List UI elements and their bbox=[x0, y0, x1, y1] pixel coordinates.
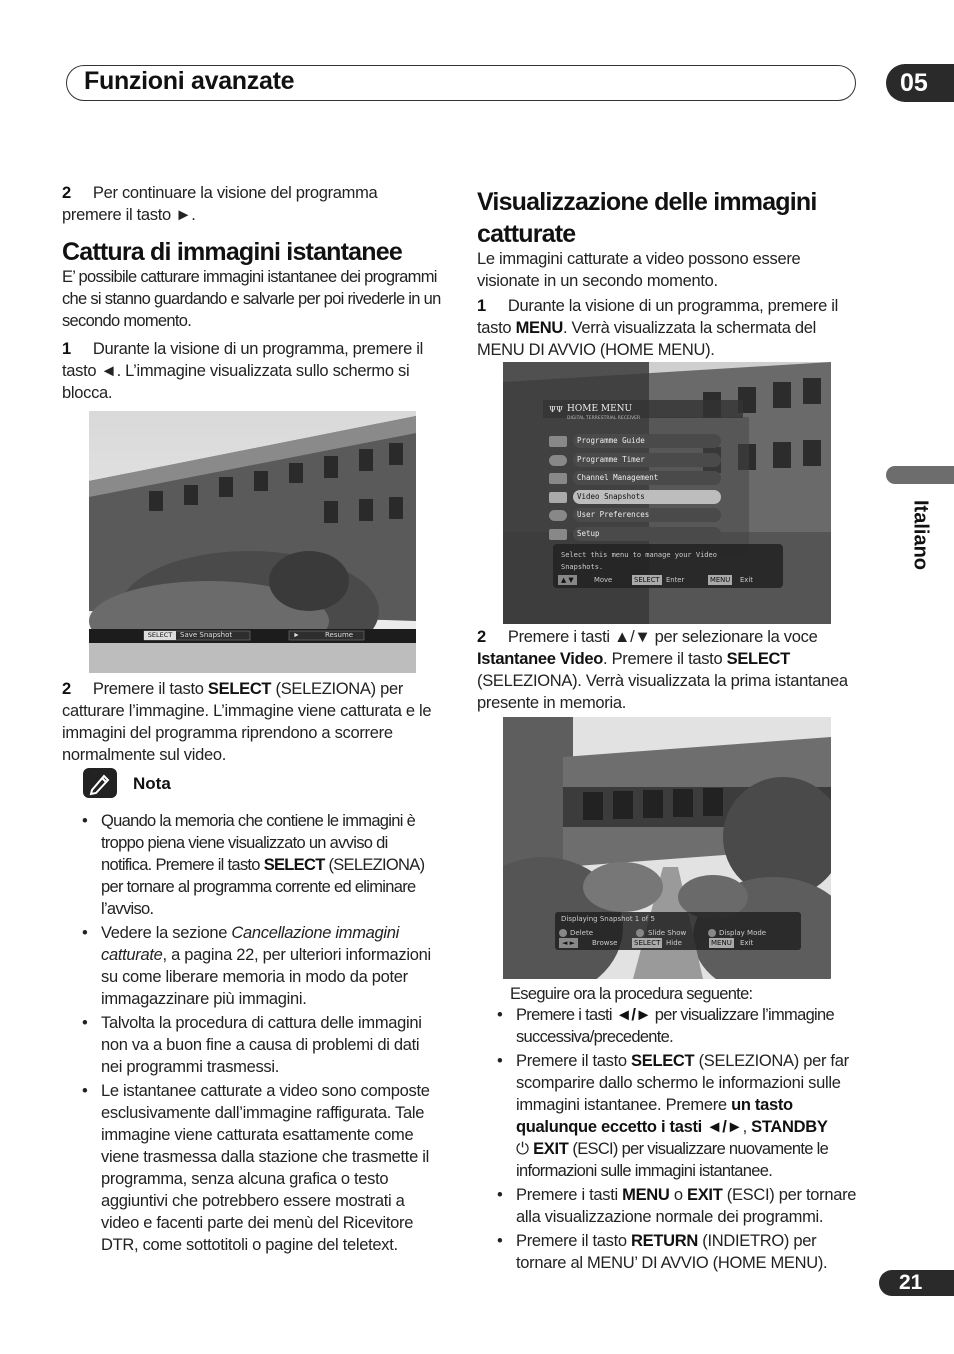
osd-select-button: SELECT bbox=[144, 631, 176, 640]
language-label: Italiano bbox=[909, 499, 932, 571]
menu-item-label: Channel Management bbox=[573, 471, 721, 485]
note-text: (SELEZIONA) per tornare al programma corrente ed eliminare l’avviso. bbox=[101, 856, 425, 918]
key-menu: MENU bbox=[622, 1186, 670, 1204]
note-item: • Talvolta la procedura di cattura delle immagini non va a buon fine a causa di problemi di dati nei programmi trasmessi. bbox=[101, 1012, 441, 1078]
step-number: 2 bbox=[477, 628, 486, 646]
key-select: SELECT bbox=[207, 680, 272, 698]
key-select: SELECT bbox=[263, 856, 325, 874]
view-step-2 bbox=[477, 626, 857, 714]
footer-enter-label: Enter bbox=[666, 576, 685, 584]
cross-reference: Cancellazione immagini catturate bbox=[101, 924, 400, 964]
note-text: , a pagina 22, per ulteriori informazioni su come liberare memoria in modo da poter immagazzinare più immagini. bbox=[101, 946, 431, 1008]
note-title: Nota bbox=[133, 774, 171, 793]
menu-item-user-preferences[interactable] bbox=[549, 507, 721, 526]
step-text: . Premere il tasto bbox=[603, 650, 727, 668]
nav-left-right-icon: ◄ ► bbox=[559, 938, 578, 948]
step-text: Durante la visione di un programma, premere il tasto bbox=[477, 297, 838, 337]
menu-item-channel-management[interactable] bbox=[549, 470, 721, 489]
chapter-badge: 05 bbox=[886, 64, 954, 102]
snapshot-osd-title: Displaying Snapshot 1 of 5 bbox=[561, 915, 655, 923]
menu-item-programme-timer[interactable] bbox=[549, 452, 721, 471]
note-list bbox=[101, 810, 441, 1256]
capture-intro: E’ possibile catturare immagini istantanee dei programmi che si stanno guardando e salvarle per poi rivederle in un secondo momento. bbox=[62, 268, 441, 330]
menu-item-video-snapshots[interactable] bbox=[549, 489, 721, 508]
menu-item-programme-guide[interactable] bbox=[549, 433, 721, 452]
step-text: (SELEZIONA) per catturare l’immagine. L’immagine viene catturata e le immagini del programma riprendono a scorrere normalmente sul video. bbox=[62, 680, 432, 764]
capture-step-2 bbox=[62, 678, 438, 766]
key-istantanee-video: Istantanee Video bbox=[477, 650, 604, 668]
home-menu-subtitle: DIGITAL TERRESTRIAL RECEIVER bbox=[567, 416, 641, 421]
home-menu-list bbox=[549, 433, 721, 544]
footer-exit-label: Exit bbox=[740, 576, 753, 584]
menu-item-label: User Preferences bbox=[573, 508, 721, 522]
home-menu-title: HOME MENU bbox=[567, 404, 633, 414]
nav-arrows-icon: ▲ ▼ bbox=[558, 575, 577, 585]
osd-menu-button: MENU bbox=[711, 939, 732, 947]
step-text: Premere i tasti ▲/▼ per selezionare la voce bbox=[507, 628, 818, 646]
red-button-icon bbox=[559, 929, 567, 937]
procedure-intro: Eseguire ora la procedura seguente: bbox=[510, 985, 753, 1003]
footer-select-button: SELECT bbox=[634, 576, 660, 584]
snapshot-osd-row1 bbox=[559, 928, 799, 938]
procedure-text: (ESCI) per tornare alla visualizzazione normale dei programmi. bbox=[516, 1186, 857, 1226]
menu-item-label: Setup bbox=[573, 527, 721, 541]
section-title-view: Visualizzazione delle immagini catturate bbox=[477, 188, 817, 248]
procedure-text: (INDIETRO) per tornare al MENU’ DI AVVIO (HOME MENU). bbox=[516, 1232, 828, 1272]
procedure-text: Premere i tasti bbox=[516, 1006, 616, 1024]
capture-step-1 bbox=[62, 338, 438, 404]
procedure-item bbox=[516, 1050, 858, 1182]
step-text: . Verrà visualizzata la schermata del MENU DI AVVIO (HOME MENU). bbox=[477, 319, 816, 359]
key-exit: EXIT bbox=[533, 1140, 569, 1158]
key-standby: STANDBY bbox=[751, 1118, 828, 1136]
step-2-continue bbox=[62, 182, 422, 226]
key-select: SELECT bbox=[631, 1052, 695, 1070]
procedure-item bbox=[516, 1004, 858, 1048]
osd-select-button: SELECT bbox=[634, 939, 661, 947]
note-item bbox=[101, 922, 441, 1010]
snapshot-screen bbox=[503, 717, 831, 979]
osd-save-snapshot-label: Save Snapshot bbox=[180, 631, 233, 639]
key-left-right: ◄/► bbox=[615, 1006, 651, 1024]
key-any-except-arrows: un tasto qualunque eccetto i tasti ◄/► bbox=[516, 1096, 793, 1136]
screen-capture-photo bbox=[89, 411, 416, 673]
user-preferences-icon bbox=[549, 510, 567, 521]
footer-menu-button: MENU bbox=[710, 576, 731, 584]
key-select: SELECT bbox=[726, 650, 790, 668]
channel-management-icon bbox=[549, 473, 567, 484]
language-tab bbox=[905, 490, 935, 580]
yellow-button-icon bbox=[708, 929, 716, 937]
step-text: Durante la visione di un programma, premere il tasto ◄. L’immagine visualizzata sullo schermo si blocca. bbox=[62, 340, 423, 402]
procedure-text: o bbox=[669, 1186, 687, 1204]
footer-move-label: Move bbox=[594, 576, 613, 584]
procedure-text: (ESCI) per visualizzare nuovamente le informazioni sulle immagini istantanee. bbox=[516, 1140, 829, 1180]
home-menu-footer bbox=[558, 575, 786, 585]
step-text: Premere il tasto bbox=[92, 680, 208, 698]
procedure-text: per visualizzare l’immagine successiva/precedente. bbox=[516, 1006, 834, 1046]
language-tab-marker bbox=[886, 466, 954, 484]
green-button-icon bbox=[636, 929, 644, 937]
home-menu-help: Select this menu to manage your Video Snapshots. bbox=[561, 551, 717, 571]
osd-exit-label: Exit bbox=[740, 939, 754, 947]
home-menu-screen bbox=[503, 362, 831, 624]
note-text: Vedere la sezione bbox=[101, 924, 232, 942]
osd-delete-label: Delete bbox=[570, 929, 593, 937]
osd-play-icon: ► bbox=[293, 632, 300, 639]
procedure-text: Premere il tasto bbox=[516, 1052, 632, 1070]
menu-item-label-selected: Video Snapshots bbox=[573, 490, 721, 504]
step-text: Per continuare la visione del programma premere il tasto ►. bbox=[62, 184, 378, 224]
procedure-text: Premere i tasti bbox=[516, 1186, 623, 1204]
osd-hide-label: Hide bbox=[666, 939, 682, 947]
step-number: 2 bbox=[62, 184, 71, 202]
key-menu: MENU bbox=[515, 319, 563, 337]
note-item bbox=[101, 810, 441, 920]
setup-icon bbox=[549, 529, 567, 540]
procedure-text: (SELEZIONA) per far scomparire dallo schermo le informazioni sulle immagini istantanee. Premere bbox=[516, 1052, 849, 1114]
menu-item-label: Programme Guide bbox=[573, 434, 721, 448]
note-item: • Le istantanee catturate a video sono composte esclusivamente dall’immagine raffigurata. Tale immagine viene catturata esattamente come viene trasmessa dalla stazione che trasmette il programma, senza alcuna grafica o testo aggiuntivi che potrebbero essere mostrati a video e facenti parte dei menù del Ricevitore DTR, come sottotitoli o pagine del teletext. bbox=[101, 1080, 441, 1256]
power-icon: ⏻ bbox=[516, 1140, 529, 1158]
menu-item-label: Programme Timer bbox=[573, 453, 721, 467]
programme-guide-icon bbox=[549, 436, 567, 447]
key-return: RETURN bbox=[631, 1232, 698, 1250]
view-intro: Le immagini catturate a video possono essere visionate in un secondo momento. bbox=[477, 250, 801, 290]
note-icon bbox=[83, 768, 117, 798]
procedure-text: Premere il tasto bbox=[516, 1232, 632, 1250]
view-step-1 bbox=[477, 295, 857, 361]
procedure-text: , bbox=[742, 1118, 752, 1136]
step-text: (SELEZIONA). Verrà visualizzata la prima istantanea presente in memoria. bbox=[477, 672, 848, 712]
step-number: 1 bbox=[477, 297, 486, 315]
step-number: 2 bbox=[62, 680, 71, 698]
section-title-capture: Cattura di immagini istantanee bbox=[62, 238, 402, 266]
osd-display-mode-label: Display Mode bbox=[719, 929, 767, 937]
osd-slideshow-label: Slide Show bbox=[648, 929, 687, 937]
procedure-item bbox=[516, 1184, 858, 1228]
page-number: 21 bbox=[879, 1270, 954, 1296]
key-exit: EXIT bbox=[687, 1186, 723, 1204]
programme-timer-icon bbox=[549, 455, 567, 466]
menu-item-setup[interactable] bbox=[549, 526, 721, 545]
snapshot-osd-row2 bbox=[559, 938, 799, 948]
osd-browse-label: Browse bbox=[592, 939, 618, 947]
home-menu-icon: ΨΨ bbox=[549, 405, 564, 414]
osd-resume-label: Resume bbox=[325, 631, 354, 639]
camera-icon bbox=[549, 492, 567, 503]
note-text: Quando la memoria che contiene le immagini è troppo piena viene visualizzato un avviso di notifica. Premere il tasto bbox=[101, 812, 416, 874]
procedure-item bbox=[516, 1230, 858, 1274]
page-header-title: Funzioni avanzate bbox=[84, 67, 295, 95]
procedure-list bbox=[516, 1004, 858, 1274]
step-number: 1 bbox=[62, 340, 71, 358]
